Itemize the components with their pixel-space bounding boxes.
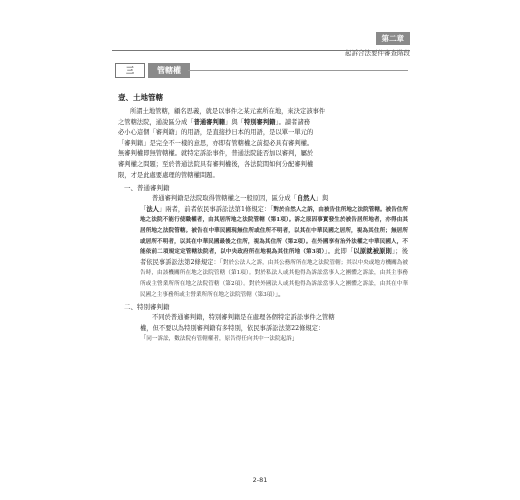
text-run: 」。此即「 — [324, 248, 354, 256]
article-1-quote: 對於自然人之訴，由被告住所地之法院管轄。被告住所地之法院不能行使職權者，由其居所地之法院管轄（第1項）。訴之原因事實發生於被告居所地者，亦得由其居所地之法院管轄。被告在中華民國現無住所或住所不明者，以其在中華民國之居所，視為其住所；無居所或居所不明者，以其在中華民國最後之住所，視為其住所（第2項）。在外國享有治外法權之中華民國人，不能依前二項規定定管轄法院者，以中央政府所在地視為其住所地（第3項） — [140, 206, 409, 256]
text-run: 」 — [291, 335, 299, 343]
page-body — [118, 92, 408, 345]
intro-line-7: 限，才是此處要處理的管轄權問題。 — [118, 171, 219, 179]
text-run: 」；後者依民事訴訟法第2條規定：「 — [140, 248, 409, 266]
intro-line-2a: 之管轄法院，通說區分成「 — [118, 118, 194, 126]
special-venue-line-1: 不同於普通審判籍，特別審判籍是在處理各個特定訴訟事件之管轄 — [152, 314, 335, 322]
subheading-general-venue: 一、普通審判籍 — [124, 184, 170, 193]
term-legal-person: 法人 — [146, 205, 159, 213]
intro-line-2c: 」與「 — [225, 118, 244, 126]
article-2-quote: 對於公法人之訴，由其公務所所在地之法院管轄；其以中央或地方機關為被告時，由該機關所在地之法院管轄（第1項）。對於私法人或其他得為訴訟當事人之團體之訴訟，由其主事務所或主營業所所在地之法院管轄（第2項）。對於外國法人或其他得為訴訟當事人之團體之訴訟，由其在中華民國之主事務所或主營業所所在地之法院管轄（第3項） — [140, 259, 408, 298]
intro-line-4: 「審判籍」是完全不一樣的意思，亦即有管轄權之前提必具有審判權。 — [118, 139, 314, 147]
text-run: 「 — [140, 335, 147, 343]
section-divider — [188, 70, 408, 71]
text-run: 」兩者，前者依民事訴訟法第1條規定：「 — [158, 205, 274, 213]
text-run: 「 — [140, 205, 147, 213]
term-actor-sequitur-forum-rei: 以原就被原則 — [353, 248, 392, 256]
term-special-venue: 特別審判籍 — [243, 118, 276, 126]
intro-line-3: 必小心這個「審判籍」的用語，是直接抄日本的用語，是以單一單元的 — [118, 129, 314, 137]
term-general-venue: 普通審判籍 — [193, 118, 226, 126]
main-heading: 壹、土地管轄 — [118, 93, 163, 102]
section-number: 三 — [115, 63, 145, 78]
term-natural-person: 自然人 — [296, 195, 316, 203]
subheading-special-venue: 二、特別審判籍 — [124, 303, 170, 312]
text-run: 」與 — [315, 195, 329, 203]
intro-line-5: 無審判權即無管轄權。就特定訴訟事件，普通法院能否加以審判，屬於 — [118, 150, 314, 158]
section-title: 管轄權 — [148, 63, 190, 78]
intro-line-2e: 」。讀者諸務 — [275, 118, 311, 126]
special-venue-paragraph — [140, 313, 408, 345]
chapter-subtitle: 起訴合法要件審查階段 — [345, 49, 410, 57]
section-heading — [115, 63, 190, 78]
text-run: 」。 — [275, 290, 285, 298]
special-venue-line-2: 權，但不要以為特別審判籍有多特別，依民事訴訟法第22條規定： — [140, 324, 325, 332]
general-venue-paragraph — [140, 194, 408, 300]
page-number: 2-81 — [252, 476, 268, 484]
running-header — [345, 26, 410, 57]
header-divider — [112, 50, 410, 51]
general-venue-line-1 — [140, 194, 408, 205]
chapter-label: 第二章 — [376, 32, 411, 45]
text-run: 普通審判籍是法院取得管轄權之一般原因，區分成「 — [152, 195, 297, 203]
intro-paragraph — [118, 107, 408, 181]
intro-line-6: 審判權之問題；至於普通法院具有審判權後，各法院間如何分配審判權 — [118, 160, 314, 168]
article-22-quote: 同一訴訟，數法院有管轄權者，原告得任向其中一法院起訴 — [146, 336, 292, 343]
intro-line-1: 所謂土地管轄，顧名思義，就是以事件之某元素所在地，來決定該事件 — [130, 108, 326, 115]
